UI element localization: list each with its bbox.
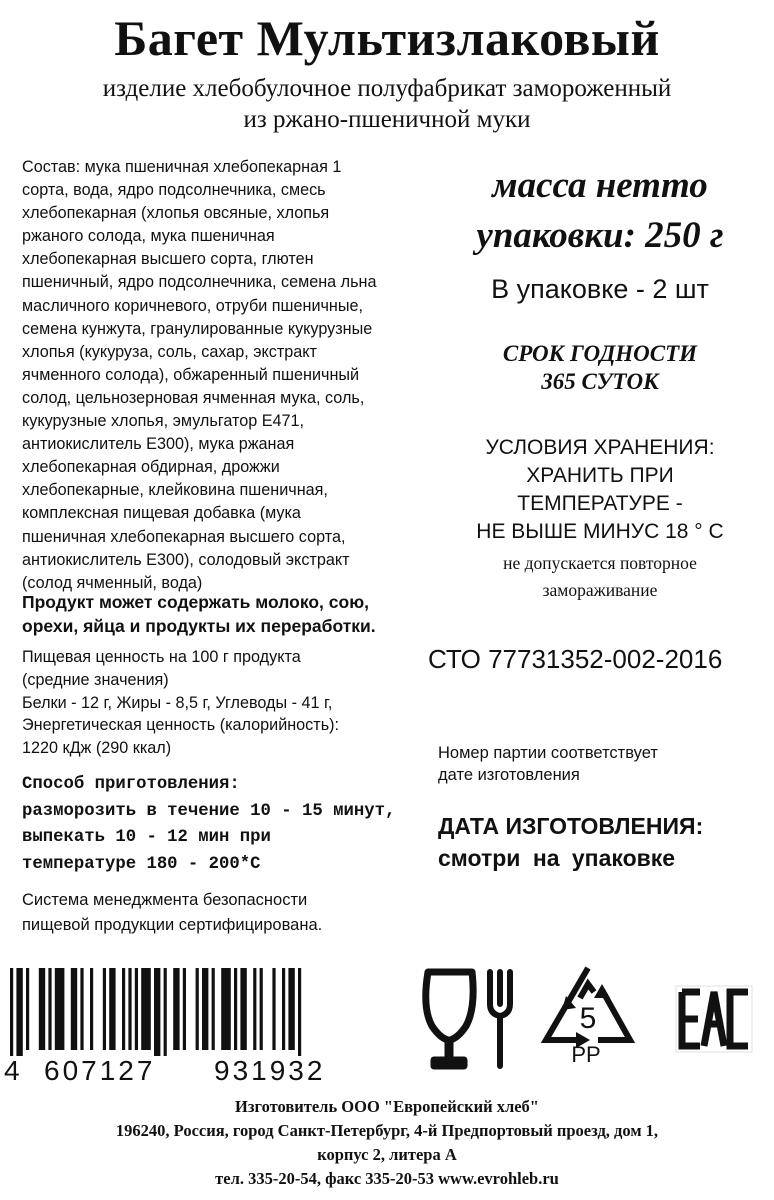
eac-mark-icon [674,984,754,1054]
allergen-line: Продукт может содержать молоко, сою, [22,592,370,612]
barcode-bar [103,968,106,1050]
shelf-life-label: СРОК ГОДНОСТИ [502,341,698,366]
batch-line: Номер партии соответствует [438,744,658,762]
barcode-bar [164,968,167,1056]
barcode-bar [221,968,231,1050]
composition-line: сорта, вода, ядро подсолнечника, смесь [22,181,326,200]
product-subtitle: изделие хлебобулочное полуфабрикат замороженный [102,75,672,102]
product-title: Багет Мультизлаковый [114,10,660,66]
preparation-instructions [22,772,442,878]
barcode-bar [196,968,199,1050]
certification-line: пищевой продукции сертифицирована. [22,916,323,934]
certification-note [22,888,422,938]
nutrition-facts [22,646,422,760]
storage-line: ТЕМПЕРАТУРЕ - [517,492,683,515]
food-contact-glass-fork-icon [420,968,530,1072]
composition-line: кукурузные хлопья, эмульгатор Е471, [22,412,305,431]
manufacture-date-label: ДАТА ИЗГОТОВЛЕНИЯ: [438,813,704,839]
storage-temperature: НЕ ВЫШЕ МИНУС 18 ° С [476,520,724,543]
net-mass-value: упаковки: 250 г [476,215,724,256]
preparation-heading: Способ приготовления: [22,775,240,794]
manufacturer-name: Изготовитель ООО "Европейский хлеб" [235,1097,539,1116]
composition-line: хлебопекарная (хлопья овсяные, хлопья [22,204,330,223]
shelf-life-value: 365 СУТОК [541,369,659,394]
composition-line: хлебопекарная обдирная, дрожжи [22,458,280,477]
manufacture-date-value: смотри на упаковке [438,845,676,871]
composition-line: семена кунжута, гранулированные кукурузные [22,319,373,338]
barcode-digits-left: 607127 [44,1055,156,1086]
recycling-number: 5 [579,1002,597,1035]
pieces-per-pack: В упаковке - 2 шт [491,274,709,304]
barcode-bar [55,968,65,1050]
composition-line: масличного коричневого, отруби пшеничные, [22,296,364,315]
barcode-bar [298,968,301,1056]
composition-line: антиокислитель Е300), мука ржаная [22,435,295,454]
barcode-bar [16,968,22,1056]
barcode-bar [288,968,294,1050]
no-refreeze-note: не допускается повторное [503,553,697,573]
standard-code: СТО 77731352-002-2016 [428,644,723,674]
composition-line: хлебопекарные, клейковина пшеничная, [22,481,328,500]
barcode-bar [48,968,51,1050]
barcode-bar [260,968,263,1050]
manufacturer-contacts: тел. 335-20-54, факс 335-20-53 www.evrohleb.ru [215,1169,559,1188]
composition-line: (солод ячменный, вода) [22,573,203,592]
barcode-bar [39,968,45,1050]
preparation-line: разморозить в течение 10 - 15 минут, [22,801,396,821]
composition-line: пшеничный, ядро подсолнечника, семена льна [22,273,377,292]
composition-line: антиокислитель Е300), солодовый экстракт [22,550,350,569]
barcode-bar [272,968,275,1050]
barcode-bar [71,968,77,1050]
batch-line: дате изготовления [438,766,580,784]
certification-line: Система менеджмента безопасности [22,891,308,909]
barcode-bar [202,968,208,1050]
barcode [6,968,398,1056]
barcode-bar [212,968,215,1050]
recycling-code: PP [571,1042,601,1066]
barcode-bar [26,968,29,1050]
barcode-bar [173,968,179,1050]
barcode-bar [141,968,151,1050]
manufacturer-address-cont: корпус 2, литера А [317,1145,457,1164]
storage-line: ХРАНИТЬ ПРИ [526,464,674,487]
composition-line: хлебопекарная высшего сорта, глютен [22,250,314,269]
composition-line: ржаного солода, мука пшеничная [22,227,275,246]
nutrition-line: 1220 кДж (290 ккал) [22,739,172,758]
barcode-bar [240,968,246,1050]
storage-heading: УСЛОВИЯ ХРАНЕНИЯ: [485,436,715,459]
nutrition-line: Энергетическая ценность (калорийность): [22,716,340,735]
composition-line: комплексная пищевая добавка (мука [22,504,301,523]
barcode-bar [10,968,13,1056]
recycling-pp-icon [536,962,640,1066]
barcode-bar [253,968,256,1050]
barcode-bar [122,968,125,1050]
barcode-bar [109,968,115,1050]
composition-line: пшеничная хлебопекарная высшего сорта, [22,527,346,546]
allergen-warning [22,590,422,638]
barcode-bar [183,968,186,1050]
nutrition-line: (средние значения) [22,670,169,689]
composition-line: ячменного солода), обжаренный пшеничный [22,365,360,384]
barcode-bar [90,968,93,1050]
composition-text [22,156,414,595]
no-refreeze-note-cont: замораживание [542,580,658,600]
preparation-line: температуре 180 - 200*С [22,854,261,874]
batch-note [438,742,758,786]
composition-line: солод, цельнозерновая ячменная мука, соль, [22,388,365,407]
barcode-bar [282,968,285,1050]
barcode-bar [234,968,237,1050]
net-mass-label: масса нетто [492,165,708,206]
barcode-bar [80,968,83,1050]
allergen-line: орехи, яйца и продукты их переработки. [22,616,376,636]
product-subtitle-flour: из ржано-пшеничной муки [243,106,531,133]
barcode-digits-right: 931932 [214,1055,326,1086]
barcode-digit-first: 4 [4,1055,23,1086]
composition-line: Состав: мука пшеничная хлебопекарная 1 [22,158,342,176]
composition-line: хлопья (кукуруза, соль, сахар, экстракт [22,342,317,361]
manufacturer-address: 196240, Россия, город Санкт-Петербург, 4-й Предпортовый проезд, дом 1, [115,1121,659,1140]
barcode-bar [128,968,131,1050]
barcode-bar [154,968,160,1056]
barcode-bar [135,968,138,1050]
preparation-line: выпекать 10 - 12 мин при [22,828,271,847]
nutrition-line: Пищевая ценность на 100 г продукта [22,648,301,666]
nutrition-line: Белки - 12 г, Жиры - 8,5 г, Углеводы - 41 г, [22,693,333,712]
